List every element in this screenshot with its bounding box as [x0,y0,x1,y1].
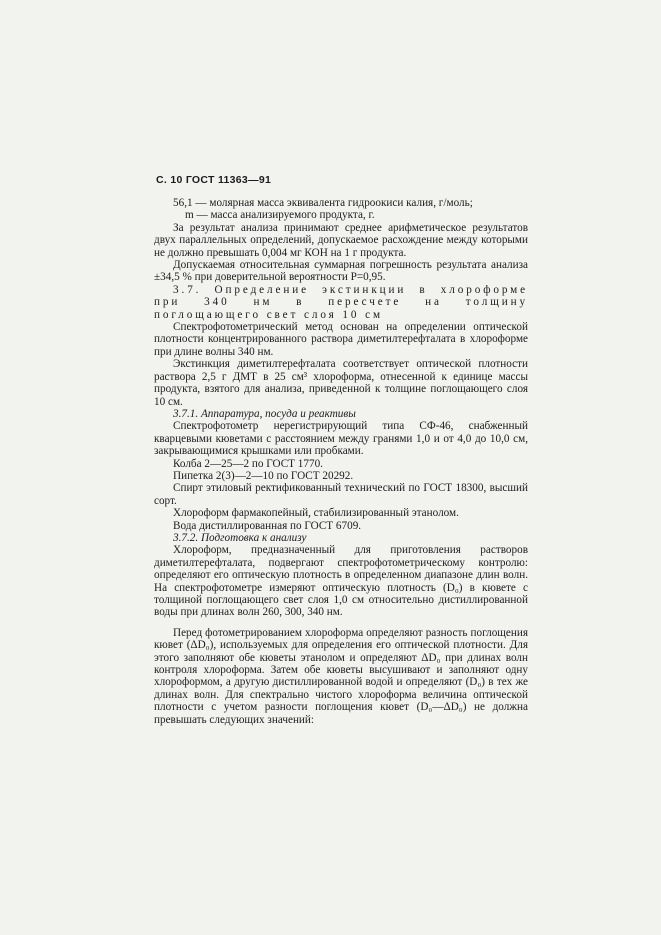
definition-line: 56,1 — молярная масса эквивалента гидроокиси калия, г/моль; [173,197,473,209]
subsection-heading: 3.7.1. Аппаратура, посуда и реактивы [173,407,356,420]
page-header: С. 10 ГОСТ 11363—91 [156,174,272,186]
paragraph: За результат анализа принимают среднее арифметическое результатов двух параллельных определений, допускаемое расхождение между которыми не должно превышать 0,004 мг КОН на 1 г продукта. [154,221,528,259]
definition-line: m — масса анализируемого продукта, г. [185,209,375,222]
list-item: Колба 2—25—2 по ГОСТ 1770. [173,457,323,470]
paragraph: Допускаемая относительная суммарная погрешность результата анализа ±34,5 % при доверительной вероятности P=0,95. [154,259,528,284]
list-item: Вода дистиллированная по ГОСТ 6709. [173,519,362,532]
paragraph: Спектрофотометрический метод основан на определении оптической плотности концентрированного раствора диметилтерефталата в хлороформе при длине волны 340 нм. [154,321,528,358]
section-heading: 3.7. Определение экстинкции в хлороформе при 340 нм в пересчете на толщину поглощающего свет слоя 10 см [154,283,528,321]
list-item: Хлороформ фармакопейный, стабилизированный этанолом. [173,507,459,520]
paragraph: Спектрофотометр нерегистрирующий типа СФ-46, снабженный кварцевыми кюветами с расстоянием между гранями 1,0 и от 4,0 до 10,0 см, закрывающимися крышками или пробками. [154,420,528,458]
list-item: Спирт этиловый ректификованный технический по ГОСТ 18300, высший сорт. [154,482,528,507]
paragraph: Экстинкция диметилтерефталата соответствует оптической плотности раствора 2,5 г ДМТ в 25 см³ хлороформа, отнесенной к единице массы продукта, взятого для анализа, приведенной к толщине поглощающего слоя 10 см. [154,358,528,408]
subsection-heading: 3.7.2. Подготовка к анализу [173,531,307,544]
document-body [154,197,528,726]
list-item: Пипетка 2(3)—2—10 по ГОСТ 20292. [173,469,354,482]
paragraph: Хлороформ, предназначенный для приготовления растворов диметилтерефталата, подвергают спектрофотометрическому контролю: определяют его оптическую плотность в определенном диапазоне длин волн. На спектрофотометре измеряют оптическую плотность (D₀) в кювете с толщиной поглощающего свет слоя 1,0 см относительно дистиллированной воды при длинах волн 260, 300, 340 нм. [154,544,528,619]
paragraph: Перед фотометрированием хлороформа определяют разность поглощения кювет (ΔD₀), используемых для определения его оптической плотности. Для этого заполняют обе кюветы этанолом и определяют ΔD₀ при длинах волн контроля хлороформа. Затем обе кюветы высушивают и заполняют одну хлороформом, а другую дистиллированной водой и определяют (D₀) в тех же длинах волн. Для спектрально чистого хлороформа величина оптической плотности с учетом разности поглощения кювет (D₀—ΔD₀) не должна превышать следующих значений: [154,626,528,726]
